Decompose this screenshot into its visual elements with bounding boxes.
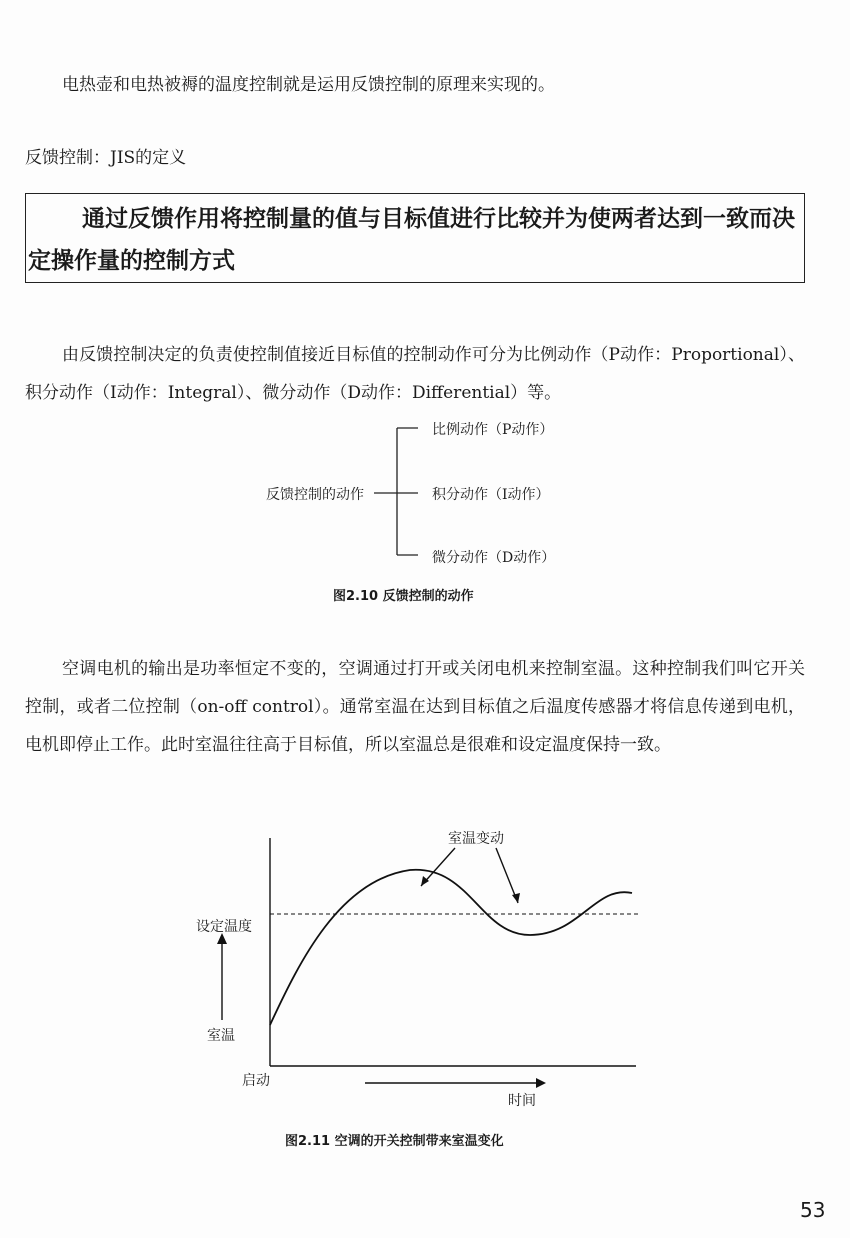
annotation-room-temp-change: 室温变动 xyxy=(448,831,504,847)
diagram-root: 反馈控制的动作 xyxy=(266,487,364,503)
paragraph-on-off-control: 空调电机的输出是功率恒定不变的，空调通过打开或关闭电机来控制室温。这种控制我们叫它开关控制，或者二位控制（on-off control）。通常室温在达到目标值之后温度传感器才将信息传递到电机，电机即停止工作。此时室温往往高于目标值，所以室温总是很难和设定温度保持一致。 xyxy=(25,659,805,755)
time-label: 时间 xyxy=(508,1093,536,1109)
page-number: 53 xyxy=(800,1198,826,1222)
figure-caption: 图2.11 空调的开关控制带来室温变化 xyxy=(285,1134,504,1149)
definition-heading: 反馈控制：JIS的定义 xyxy=(25,148,187,168)
definition-text: 通过反馈作用将控制量的值与目标值进行比较并为使两者达到一致而决定操作量的控制方式 xyxy=(28,206,795,274)
diagram-branch-p: 比例动作（P动作） xyxy=(432,422,554,438)
start-label: 启动 xyxy=(242,1073,270,1089)
intro-line: 电热壶和电热被褥的温度控制就是运用反馈控制的原理来实现的。 xyxy=(62,75,555,95)
figure-caption: 图2.10 反馈控制的动作 xyxy=(333,589,474,604)
temperature-curve xyxy=(270,870,632,1025)
paragraph-pid-actions: 由反馈控制决定的负责使控制值接近目标值的控制动作可分为比例动作（P动作：Proportional）、积分动作（I动作：Integral）、微分动作（D动作：Differential）等。 xyxy=(25,345,805,403)
diagram-branch-d: 微分动作（D动作） xyxy=(432,550,556,566)
setpoint-label: 设定温度 xyxy=(196,919,252,935)
room-temp-label: 室温 xyxy=(207,1028,235,1044)
diagram-branch-i: 积分动作（I动作） xyxy=(432,487,550,503)
